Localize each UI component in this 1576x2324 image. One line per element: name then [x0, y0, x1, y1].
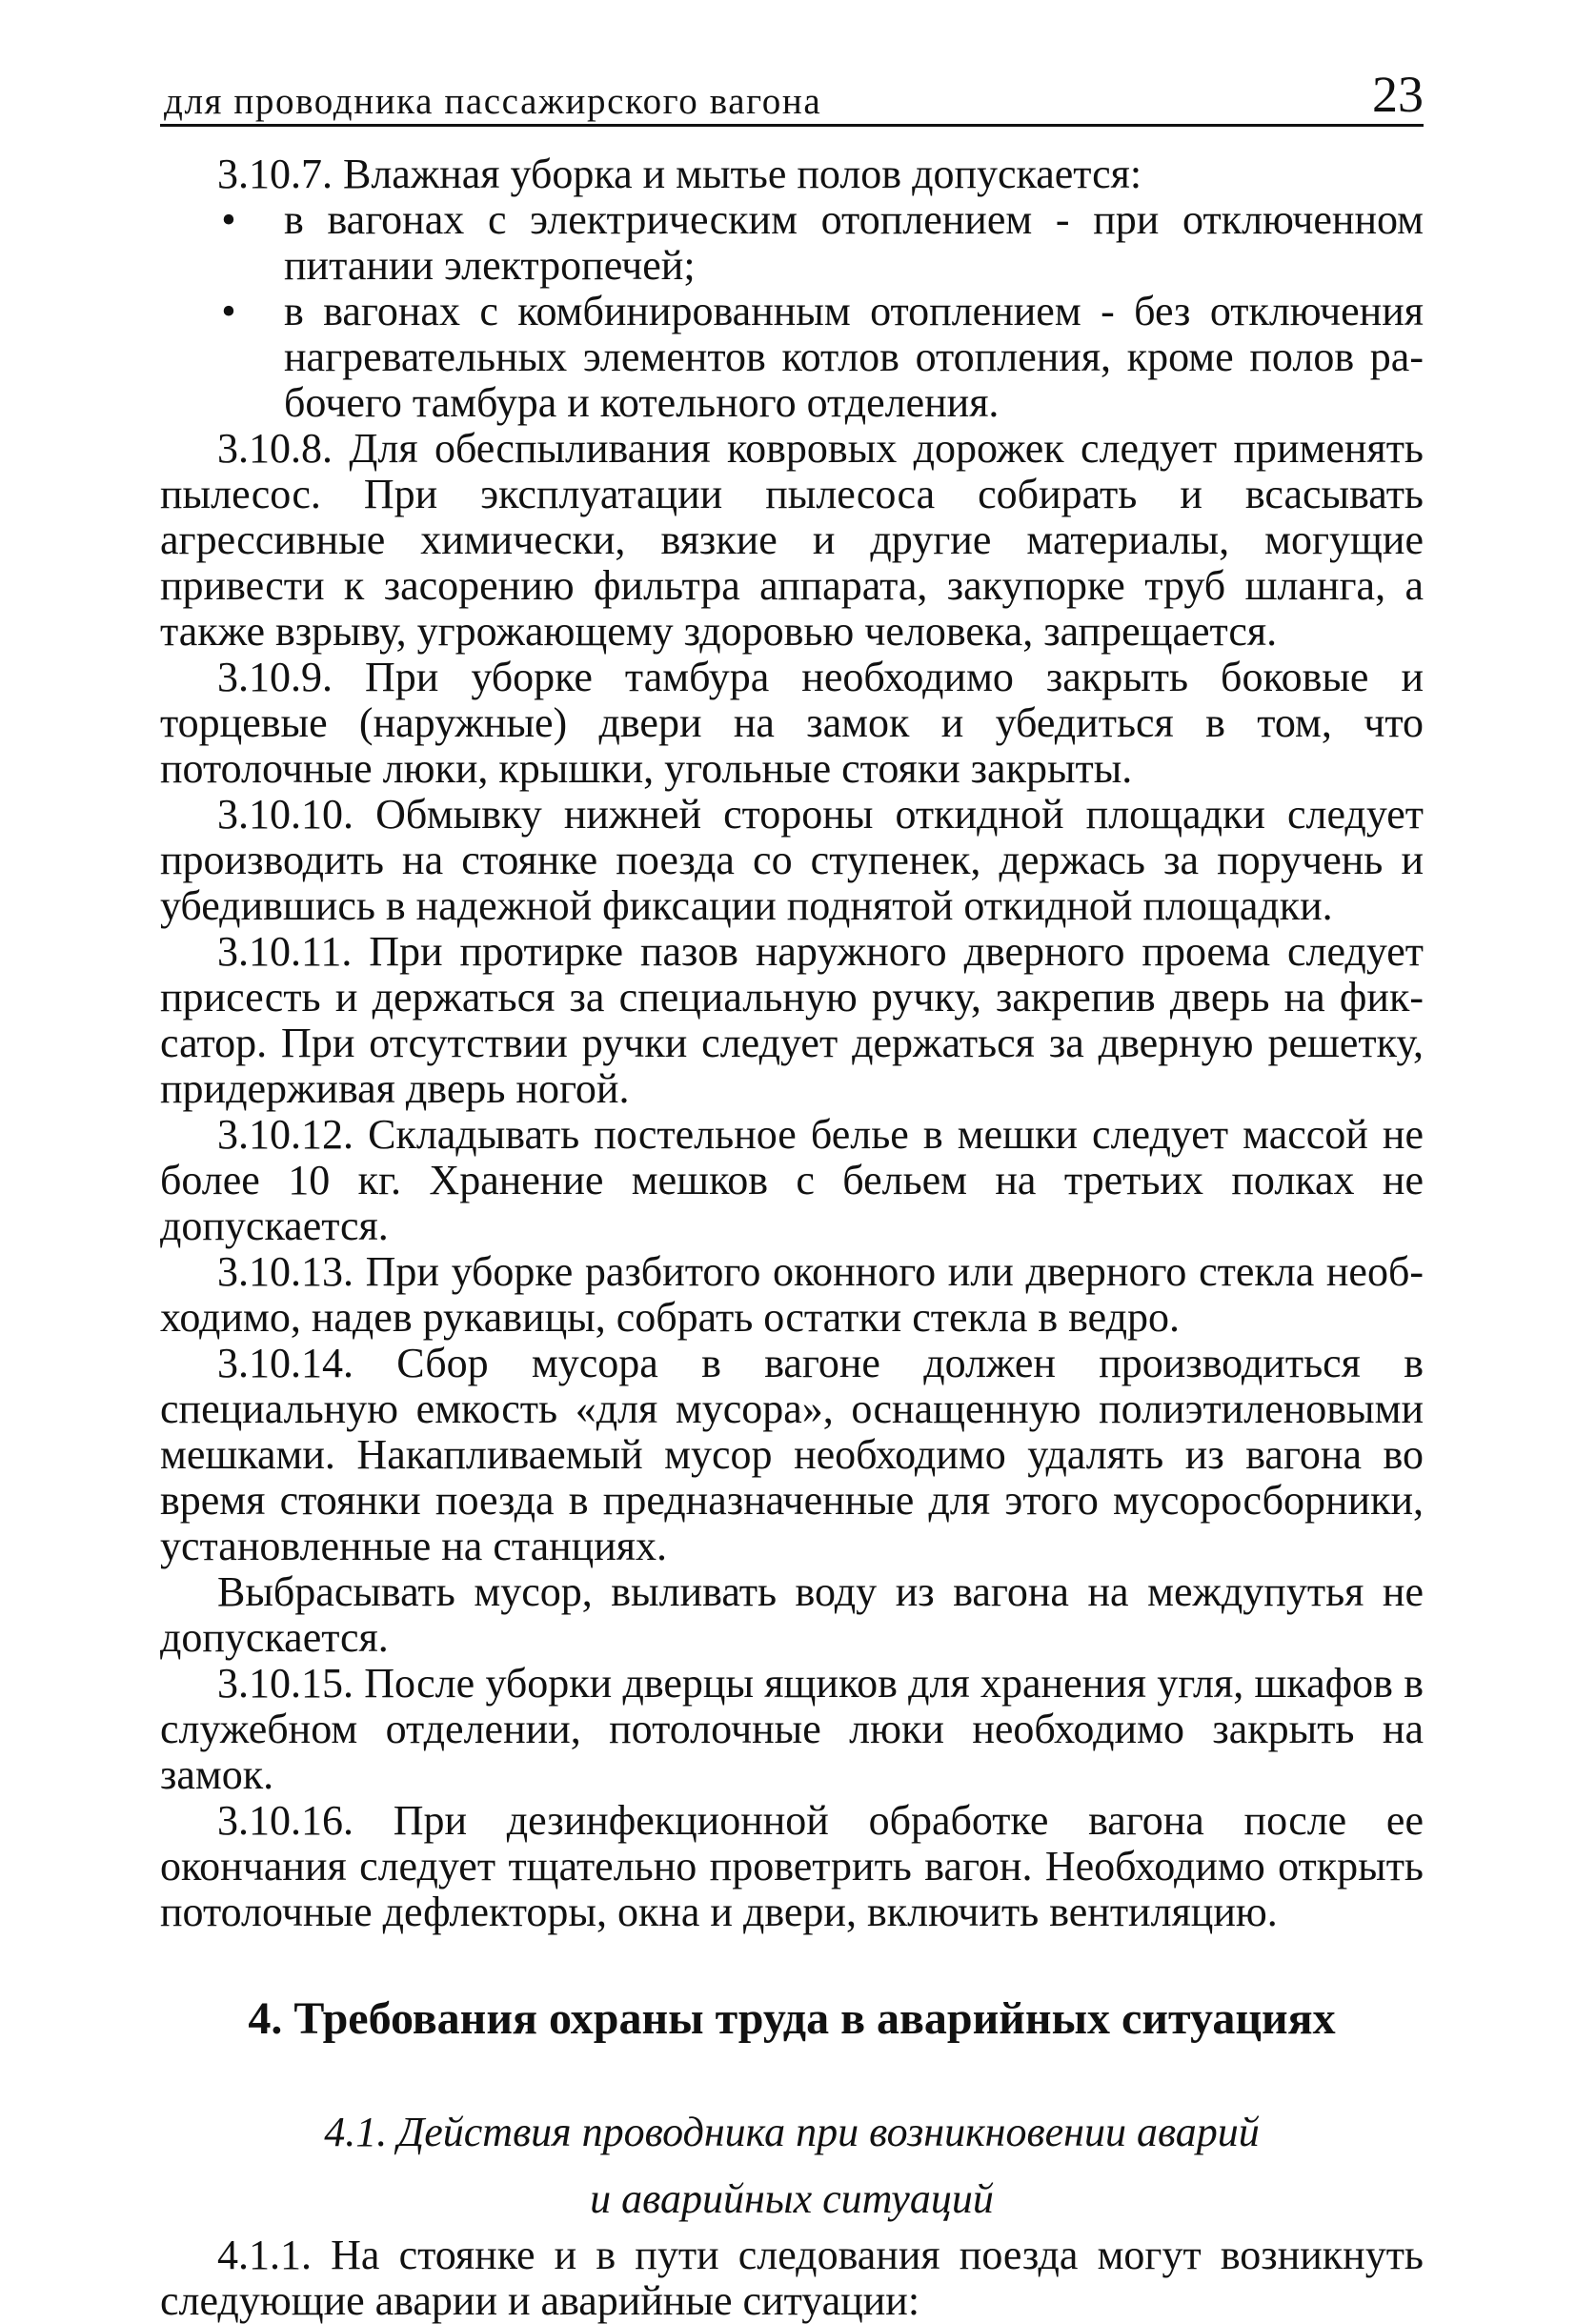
- paragraph-3-10-10: 3.10.10. Обмывку нижней стороны откидной площадки следует производить на стоянке поезда со ступенек, держась за поручень и убедившись в надежной фиксации поднятой откидной площадки.: [160, 791, 1424, 929]
- bullet-icon: •: [221, 196, 236, 243]
- section-heading-4: 4. Требования охраны труда в аварийных ситуациях: [248, 1993, 1336, 2044]
- document-page: [160, 66, 1424, 2324]
- paragraph-3-10-12: 3.10.12. Складывать постельное белье в мешки следует массой не более 10 кг. Хранение мешков с бельем на третьих полках не допускается.: [160, 1111, 1424, 1249]
- paragraph-3-10-16: 3.10.16. При дезинфекционной обработке вагона после ее окончания следует тщательно проветрить вагон. Необходимо открыть потолочные дефлекторы, окна и двери, включить вентиляцию.: [160, 1797, 1424, 1935]
- subsection-heading-line-2: и аварийных ситуаций: [590, 2175, 994, 2222]
- paragraph-4-1-1: 4.1.1. На стоянке и в пути следования поезда могут возникнуть следующие аварии и аварийные ситуации:: [160, 2232, 1424, 2324]
- list-item-text: в вагонах с комбинированным отоплением - без отключения нагревательных элементов котлов отопления, кроме полов рабочего тамбура и котельного отделения.: [284, 288, 1424, 426]
- bullet-icon: •: [221, 288, 236, 334]
- paragraph-3-10-11: 3.10.11. При протирке пазов наружного дверного проема следует присесть и держаться за специальную ручку, закрепив дверь на фиксатор. При отсутствии ручки следует держаться за дверную решетку, придерживая дверь ногой.: [160, 928, 1424, 1112]
- subsection-heading-4-1: [160, 2099, 1424, 2233]
- paragraph-trash: Выбрасывать мусор, выливать воду из вагона на междупутья не допускается.: [160, 1568, 1424, 1661]
- paragraph-3-10-8: 3.10.8. Для обеспыливания ковровых дорожек следует применять пылесос. При эксплуатации пылесоса собирать и всасывать агрессивные химически, вязкие и другие материалы, могущие привести к засорению фильтра аппарата, закупорке труб шланга, а также взрыву, угрожающему здоровью человека, запрещается.: [160, 425, 1424, 655]
- page-number: 23: [1372, 66, 1424, 123]
- paragraph-3-10-15: 3.10.15. После уборки дверцы ящиков для хранения угля, шкафов в служебном отделении, потолочные люки необходимо закрыть на замок.: [160, 1660, 1424, 1798]
- subsection-heading-line-1: 4.1. Действия проводника при возникновении аварий: [324, 2109, 1260, 2155]
- list-item-text: в вагонах с электрическим отоплением - при отключенном питании электропечей;: [284, 196, 1424, 289]
- paragraph-3-10-14: 3.10.14. Сбор мусора в вагоне должен производиться в специальную емкость «для мусора», оснащенную полиэтиленовыми мешками. Накапливаемый мусор необходимо удалять из вагона во время стоянки поезда в предназначенные для этого мусоросборники, установленные на станциях.: [160, 1340, 1424, 1569]
- paragraph-3-10-7: 3.10.7. Влажная уборка и мытье полов допускается:: [217, 151, 1142, 197]
- running-header: [160, 66, 1424, 127]
- paragraph-3-10-9: 3.10.9. При уборке тамбура необходимо закрыть боковые и торцевые (наружные) двери на замок и убедиться в том, что потолочные люки, крышки, угольные стояки закрыты.: [160, 654, 1424, 792]
- paragraph-3-10-13: 3.10.13. При уборке разбитого оконного или дверного стекла необходимо, надев рукавицы, собрать остатки стекла в ведро.: [160, 1248, 1424, 1341]
- running-header-title: для проводника пассажирского вагона: [164, 81, 822, 122]
- bullet-list: [160, 197, 1424, 426]
- list-item: [160, 289, 1424, 426]
- list-item: [160, 197, 1424, 289]
